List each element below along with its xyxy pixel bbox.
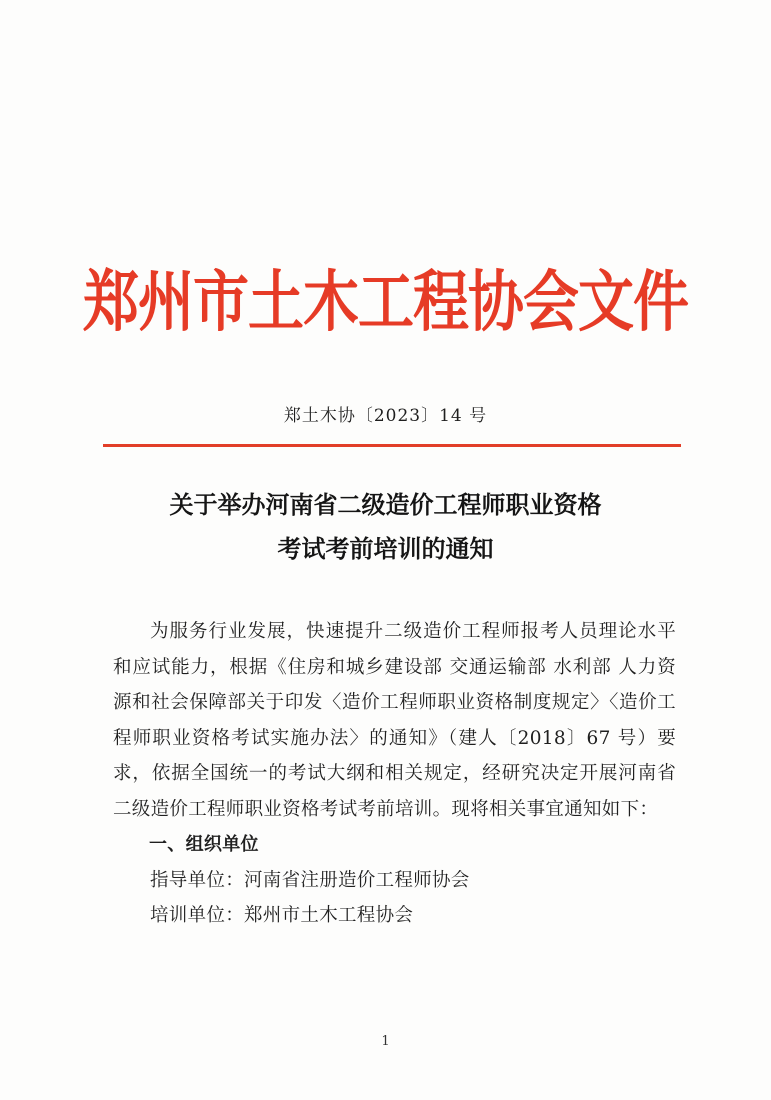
notice-title-line-2: 考试考前培训的通知 — [277, 535, 494, 563]
training-unit: 培训单位：郑州市土木工程协会 — [150, 905, 414, 926]
guiding-unit: 指导单位：河南省注册造价工程师协会 — [150, 869, 470, 891]
issuer-header: 郑州市土木工程协会文件 — [83, 264, 688, 342]
notice-body — [113, 614, 676, 934]
page-number: 1 — [381, 1034, 390, 1049]
notice-title — [0, 483, 771, 571]
intro-paragraph: 为服务行业发展，快速提升二级造价工程师报考人员理论水平和应试能力，根据《住房和城乡建设部 交通运输部 水利部 人力资源和社会保障部关于印发〈造价工程师职业资格制度规定〉〈造价工程师职业资格考试实施办法〉的通知》（建人〔2018〕67 号）要求，依据全国统一的考试大纲和相关规定，经研究决定开展河南省二级造价工程师职业资格考试考前培训。现将相关事宜通知如下： — [113, 621, 676, 820]
document-number: 郑土木协〔2023〕14 号 — [283, 406, 488, 426]
red-divider — [103, 444, 681, 447]
notice-title-line-1: 关于举办河南省二级造价工程师职业资格 — [169, 491, 602, 519]
section-heading-organizers: 一、组织单位 — [149, 834, 259, 855]
